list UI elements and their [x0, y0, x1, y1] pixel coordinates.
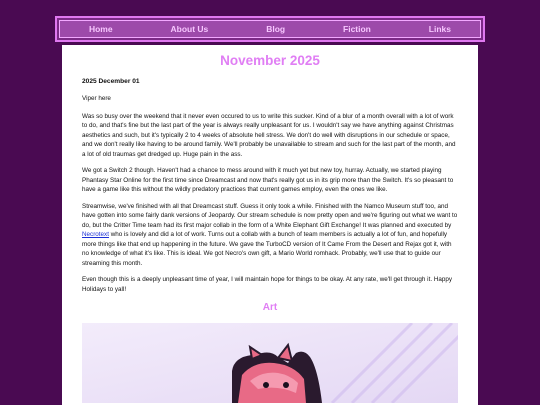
main-nav — [55, 16, 485, 42]
necrotext-link[interactable]: Necrotext — [82, 231, 109, 238]
art-image[interactable] — [82, 323, 458, 403]
paragraph-3-text-start: Streamwise, we've finished with all that Dreamcast stuff. Guess it only took a while. Finished with the Namco Museum stuff too, and have gotten into some fairly dank versions of Jeopardy. Our stream schedule is now pretty open and we're figuring out what we want to do, but the Critter Time team had its first major collab in the form of a White Elephant Gift Exchange! It was planned and executed by — [82, 202, 458, 229]
post-title: November 2025 — [220, 53, 320, 68]
post-date: 2025 December 01 — [82, 78, 140, 85]
nav-link-about-us[interactable]: About Us — [170, 24, 209, 34]
post-paragraph-3 — [82, 202, 458, 269]
art-heading: Art — [262, 302, 278, 313]
nav-link-blog[interactable]: Blog — [266, 24, 286, 34]
nav-bar — [59, 20, 481, 38]
nav-link-links[interactable]: Links — [428, 24, 451, 34]
post-paragraph-2: We got a Switch 2 though. Haven't had a chance to mess around with it much yet but new toy, hurray. Actually, we started playing Phantasy Star Online for the first time since Dreamcast and now that's really got us in its grip more than the Switch. It's so pleasant to have a game like this without the wildly predatory practices that current games employ, even the ones we like. — [82, 167, 454, 193]
artwork-illustration — [82, 323, 458, 403]
post-paragraph-4: Even though this is a deeply unpleasant time of year, I will maintain hope for things to be okay. At any rate, we'll get through it. Happy Holidays to yall! — [82, 276, 453, 293]
paragraph-3-text-end: who is lovely and did a lot of work. Turns out a collab with a bunch of team members is actually a lot of fun, and hopefully more things like that end up happening in the future. We gave the TurboCD version of It Came From the Desert and Rejax got it, with no knowledge of what it's like. This is ideal. We got Necro's own gift, a Mario World romhack. Probably, we'll use that to guide our streaming this month. — [82, 231, 452, 267]
post-author-line: Viper here — [82, 95, 111, 102]
nav-link-home[interactable]: Home — [88, 24, 113, 34]
blog-post-page — [62, 45, 478, 405]
nav-link-fiction[interactable]: Fiction — [343, 24, 371, 34]
post-paragraph-1: Was so busy over the weekend that it never even occured to us to write this sucker. Kind of a blur of a month overall with a lot of work to do, and that's fine but the last part of the year is always really unpleasant for us. I wouldn't say we have anything against Christmas aesthetics and such, but it's typically 2 to 4 weeks of absolute hell stress. We don't do well with disruptions in our schedule or space, and we don't really like having to be around family. We'll probably be unavailable to stream and such for the last part of the month, and a lot of old traumas get dredged up. Huge pain in the ass. — [82, 112, 456, 158]
